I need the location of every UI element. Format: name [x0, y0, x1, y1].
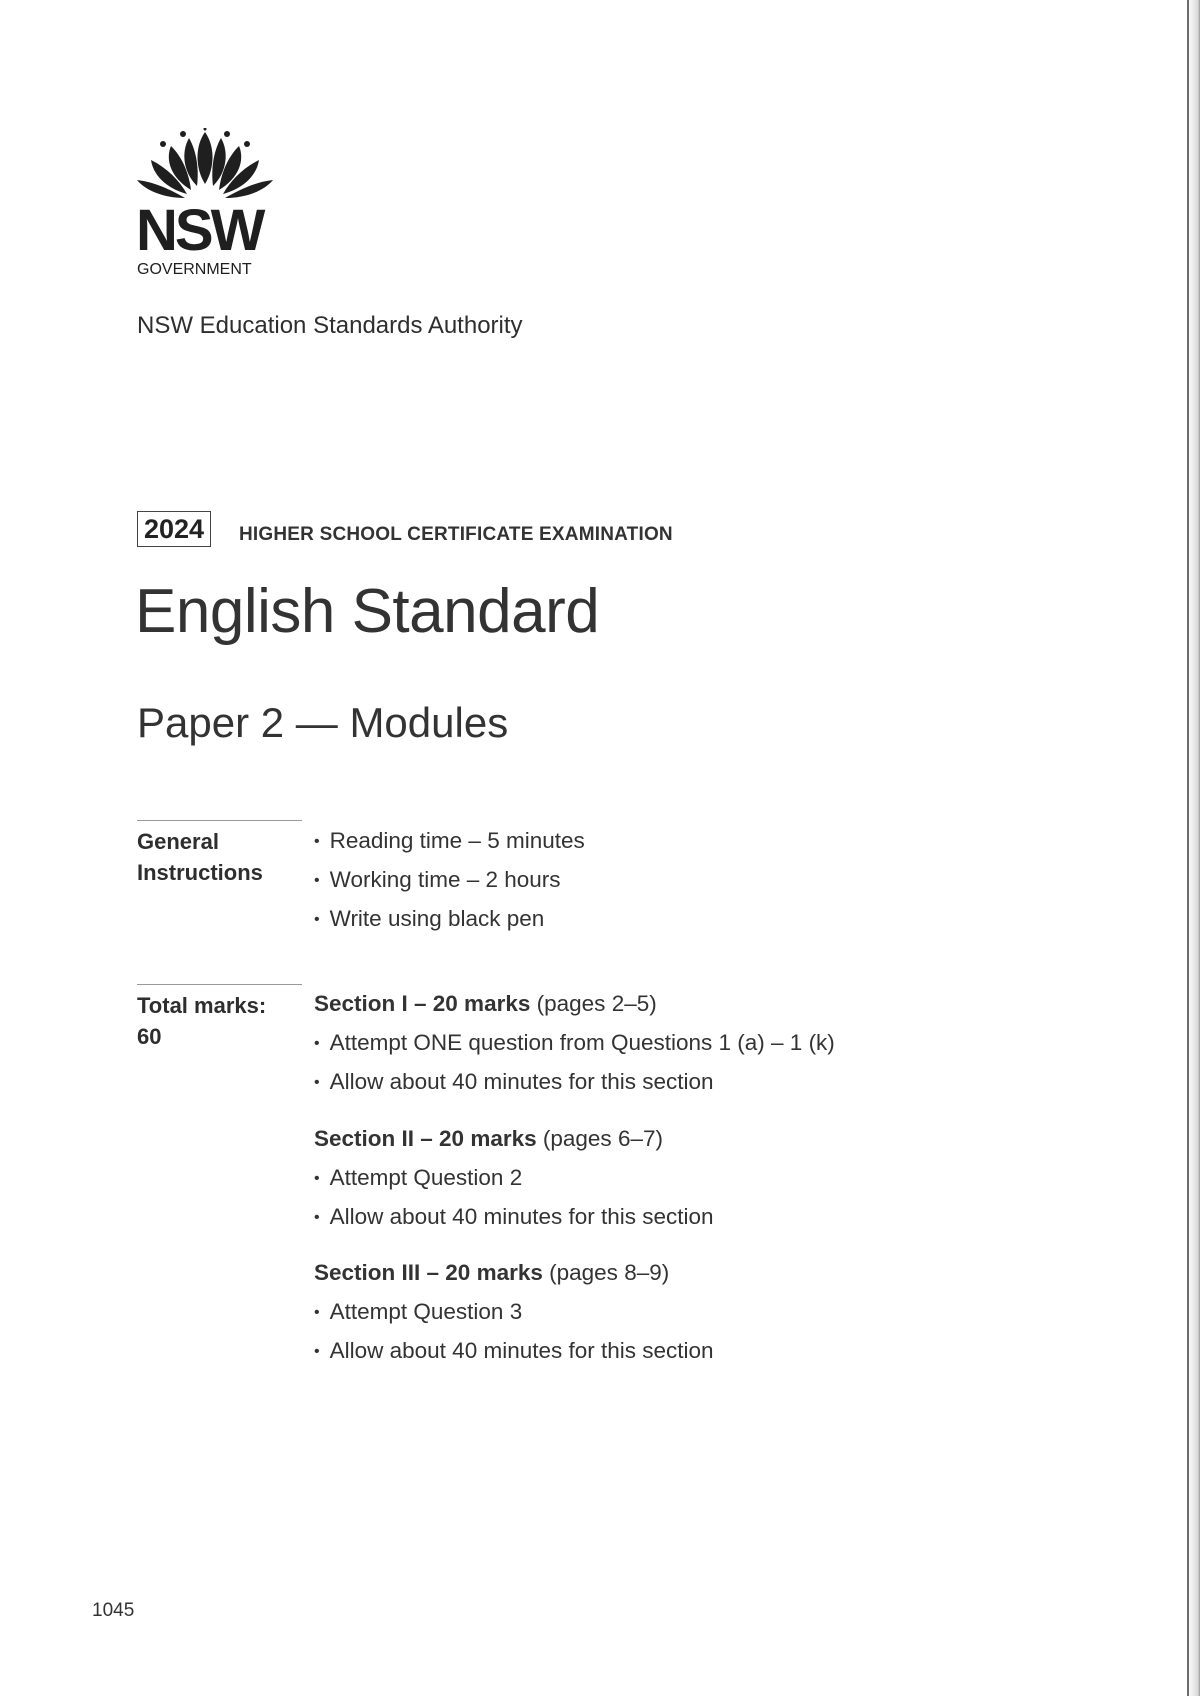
- exam-year: 2024: [137, 511, 211, 547]
- nsw-government-logo: [135, 128, 275, 278]
- list-item: • Write using black pen: [314, 901, 585, 940]
- section-pages: (pages 2–5): [536, 991, 657, 1016]
- logo-wordmark: NSW: [136, 198, 263, 263]
- section-1: [314, 989, 835, 1103]
- general-instructions: [314, 823, 585, 940]
- general-instructions-label: [137, 826, 263, 888]
- section-heading: [314, 989, 835, 1019]
- section-title: Section III – 20 marks: [314, 1260, 543, 1285]
- section-pages: (pages 8–9): [549, 1260, 670, 1285]
- label-line: General: [137, 829, 219, 854]
- label-line: Instructions: [137, 860, 263, 885]
- total-marks-label: [137, 990, 266, 1052]
- exam-title: English Standard: [135, 577, 600, 646]
- section-instructions: [314, 1025, 835, 1103]
- section-title: Section II – 20 marks: [314, 1126, 537, 1151]
- authority-name: NSW Education Standards Authority: [137, 312, 523, 339]
- list-item: • Allow about 40 minutes for this section: [314, 1333, 714, 1372]
- list-item: • Allow about 40 minutes for this section: [314, 1199, 714, 1238]
- section-3: [314, 1258, 714, 1372]
- list-item: • Reading time – 5 minutes: [314, 823, 585, 862]
- section-pages: (pages 6–7): [542, 1126, 663, 1151]
- page-code: 1045: [92, 1600, 135, 1621]
- list-item: • Attempt Question 2: [314, 1160, 714, 1199]
- list-item: • Attempt Question 3: [314, 1294, 714, 1333]
- instruction-list: [314, 823, 585, 940]
- list-item: • Allow about 40 minutes for this section: [314, 1064, 835, 1103]
- section-instructions: [314, 1160, 714, 1238]
- section-instructions: [314, 1294, 714, 1372]
- label-line: Total marks:: [137, 993, 267, 1018]
- section-heading: [314, 1258, 714, 1288]
- waratah-flower-icon: [135, 128, 275, 204]
- list-item: • Attempt ONE question from Questions 1 (a) – 1 (k): [314, 1025, 835, 1064]
- divider: [137, 820, 302, 821]
- section-2: [314, 1124, 714, 1238]
- divider: [137, 984, 302, 985]
- exam-subtitle: Paper 2 — Modules: [137, 699, 509, 746]
- list-item: • Working time – 2 hours: [314, 862, 585, 901]
- scan-edge-line: [1187, 0, 1189, 1696]
- exam-type: HIGHER SCHOOL CERTIFICATE EXAMINATION: [239, 524, 673, 545]
- section-title: Section I – 20 marks: [314, 991, 531, 1016]
- section-heading: [314, 1124, 714, 1154]
- logo-subtitle: GOVERNMENT: [137, 261, 252, 278]
- total-marks-value: 60: [137, 1024, 162, 1049]
